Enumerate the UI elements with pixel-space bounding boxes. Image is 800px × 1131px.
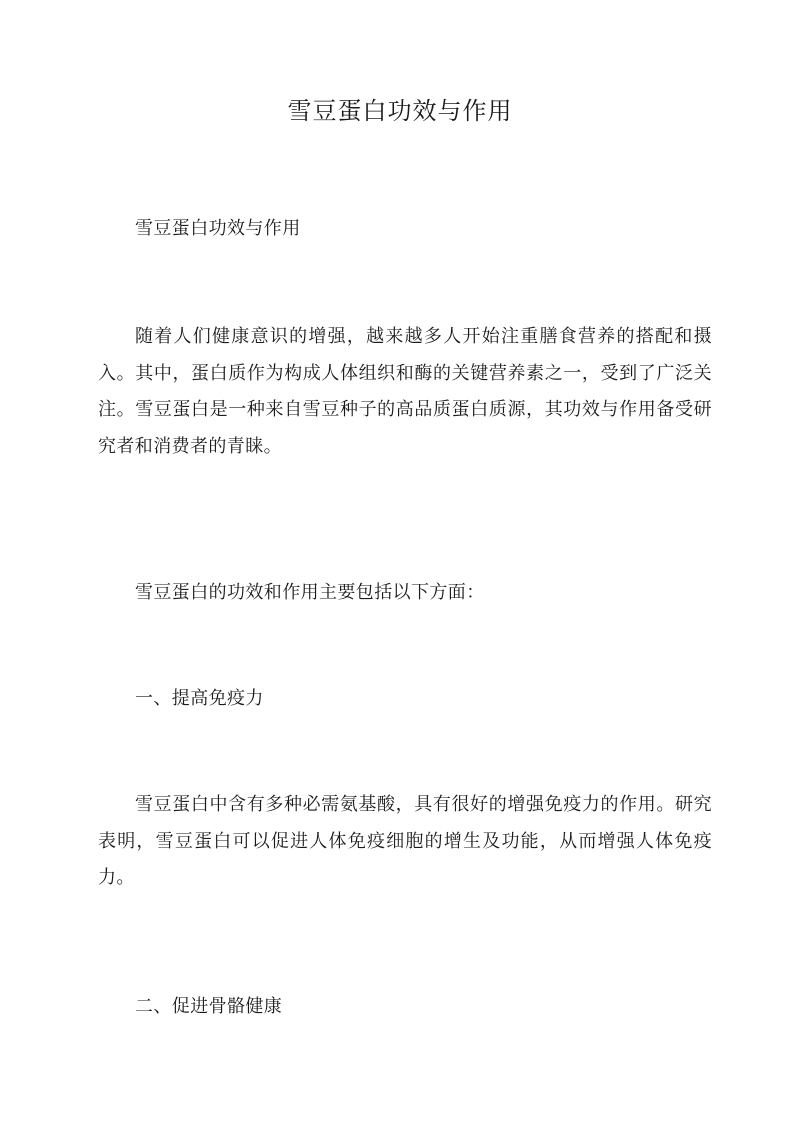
overview-paragraph: 雪豆蛋白的功效和作用主要包括以下方面： — [135, 582, 485, 603]
document-title: 雪豆蛋白功效与作用 — [287, 97, 513, 125]
section-heading-immunity: 一、提高免疫力 — [135, 688, 264, 709]
subtitle-paragraph: 雪豆蛋白功效与作用 — [135, 218, 301, 239]
section-heading-bone-health: 二、促进骨骼健康 — [135, 996, 283, 1017]
intro-paragraph: 随着人们健康意识的增强，越来越多人开始注重膳食营养的搭配和摄入。其中，蛋白质作为构成人体组织和酶的关键营养素之一，受到了广泛关注。雪豆蛋白是一种来自雪豆种子的高品质蛋白质源，其功效与作用备受研究者和消费者的青睐。 — [98, 326, 712, 457]
immunity-paragraph: 雪豆蛋白中含有多种必需氨基酸，具有很好的增强免疫力的作用。研究表明，雪豆蛋白可以促进人体免疫细胞的增生及功能，从而增强人体免疫力。 — [98, 794, 712, 888]
